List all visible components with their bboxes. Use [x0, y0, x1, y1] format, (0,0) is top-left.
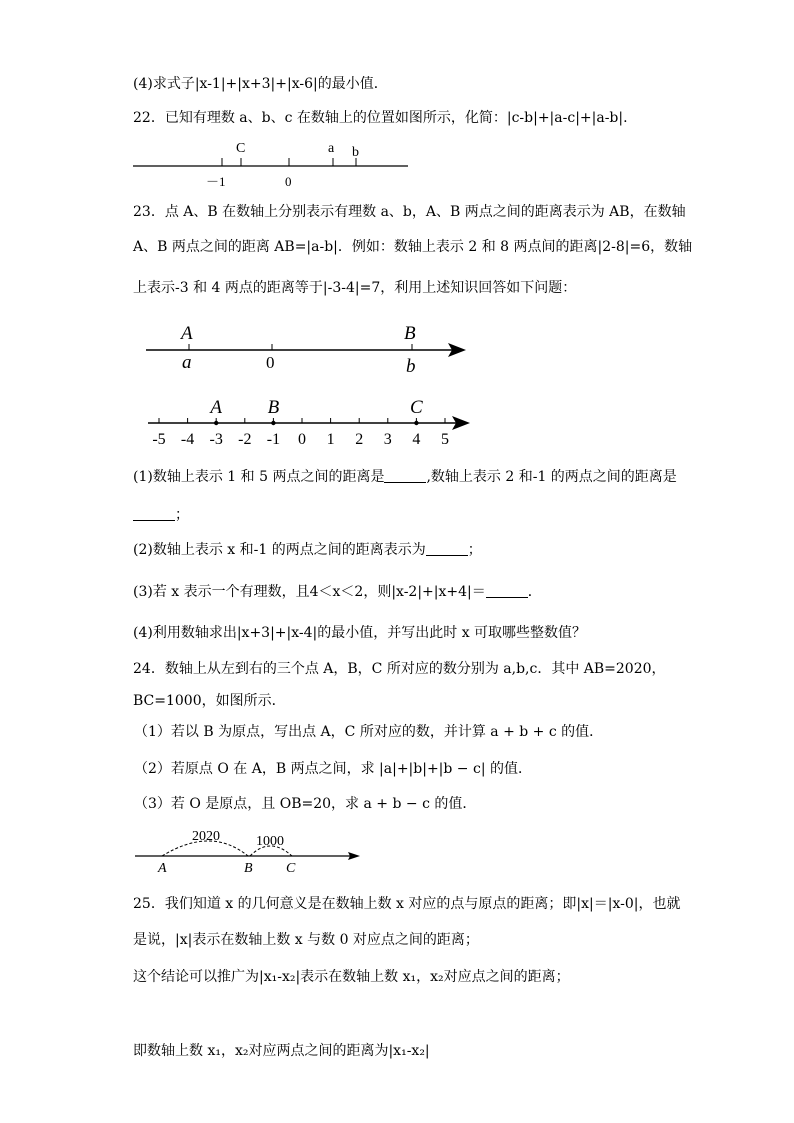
q23-fig2-tick-label: -5 [152, 431, 166, 448]
q22-label-zero: 0 [285, 174, 292, 189]
q23-fig2-tick-label: -2 [238, 431, 252, 448]
q23-fig2-tick-label: 2 [355, 431, 364, 448]
q22-label-neg1: －1 [206, 174, 226, 189]
q24-label-B: B [244, 861, 253, 876]
q23-fig1-A: A [181, 323, 193, 344]
q21-part4: (4)求式子|x-1|+|x+3|+|x-6|的最小值． [133, 76, 388, 92]
q23-fig1-b: b [406, 356, 416, 377]
q23-line2: A、B 两点之间的距离 AB=|a-b|．例如：数轴上表示 2 和 8 两点间的距离|2-8|=6，数轴 [133, 239, 693, 255]
q22-label-C: C [236, 141, 246, 156]
q24-line2: BC=1000，如图所示． [133, 693, 286, 709]
q24-label-C: C [286, 861, 296, 876]
q24-label-1000: 1000 [256, 834, 284, 849]
q23-fig2-tick-label: 5 [441, 431, 449, 448]
q24-part3: （3）若 O 是原点，且 OB=20，求 a + b − c 的值． [134, 796, 477, 812]
q24-label-A: A [158, 861, 167, 876]
q22-label-b: b [352, 145, 359, 160]
q23-fig2-label-A: A [210, 397, 223, 418]
q23-fig2-tick-label: -1 [266, 431, 281, 448]
q23-fig2-label-B: B [267, 397, 280, 418]
q23-fig2-label-C: C [410, 397, 423, 418]
q23-part1-cont: ； [133, 505, 189, 525]
q23-fig1-a: a [182, 352, 192, 373]
q22-text: 22．已知有理数 a、b、c 在数轴上的位置如图所示，化简：|c-b|+|a-c|+|a-b|. [133, 110, 628, 126]
q23-part4: (4)利用数轴求出|x+3|+|x-4|的最小值，并写出此时 x 可取哪些整数值？ [133, 625, 587, 641]
q23-fig2-tick-label: 3 [383, 431, 392, 448]
q25-line4: 即数轴上数 x₁，x₂对应两点之间的距离为|x₁-x₂| [133, 1043, 430, 1059]
q24-line1: 24．数轴上从左到右的三个点 A，B，C 所对应的数分别为 a,b,c．其中 AB=2020， [133, 661, 666, 677]
q23-fig2-tick-label: -3 [209, 431, 223, 448]
q24-label-2020: 2020 [192, 829, 220, 844]
q23-fig2-tick-label: 1 [326, 431, 335, 448]
q23-line1: 23．点 A、B 在数轴上分别表示有理数 a、b，A、B 两点之间的距离表示为 AB，在数轴 [133, 204, 686, 220]
q23-fig2-tick-label: -4 [180, 431, 195, 448]
q24-part1: （1）若以 B 为原点，写出点 A，C 所对应的数，并计算 a + b + c 的值． [134, 724, 604, 740]
q23-fig2-tick-label: 0 [298, 431, 306, 448]
q23-part2: (2)数轴上表示 x 和-1 的两点之间的距离表示为 ； [133, 542, 482, 558]
q22-label-a: a [328, 141, 335, 156]
q25-line3: 这个结论可以推广为|x₁-x₂|表示在数轴上数 x₁，x₂对应点之间的距离； [133, 969, 570, 985]
q23-part1: (1)数轴上表示 1 和 5 两点之间的距离是 ,数轴上表示 2 和-1 的两点之间的距离是 [133, 469, 677, 485]
q23-fig2-tick-label: 4 [412, 431, 421, 448]
q25-line2: 是说，|x|表示在数轴上数 x 与数 0 对应点之间的距离； [133, 932, 479, 948]
q23-part3: (3)若 x 表示一个有理数，且4＜x＜2，则|x-2|+|x+4|＝ ． [133, 584, 542, 600]
q24-part2: （2）若原点 O 在 A，B 两点之间，求 |a|+|b|+|b − c| 的值． [134, 761, 532, 777]
q23-line3: 上表示-3 和 4 两点的距离等于|-3-4|=7，利用上述知识回答如下问题： [133, 280, 577, 296]
q25-line1: 25．我们知道 x 的几何意义是在数轴上数 x 对应的点与原点的距离；即|x|＝|x-0|，也就 [133, 896, 681, 912]
q23-fig1-B: B [404, 323, 416, 344]
q23-fig1-zero: 0 [266, 353, 275, 372]
